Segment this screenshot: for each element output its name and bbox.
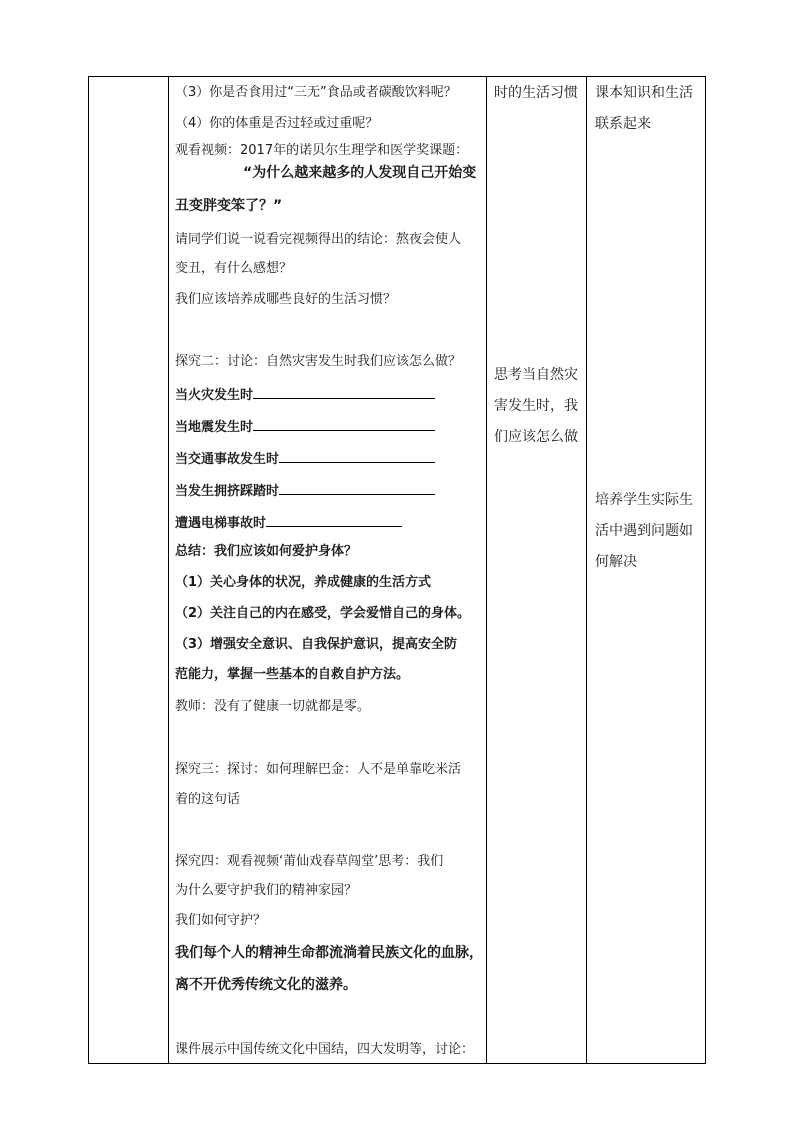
column-divider-3 <box>586 77 587 1063</box>
question-3: （3）你是否食用过“三无”食品或者碳酸饮料呢？ <box>175 85 457 100</box>
column-divider-2 <box>486 77 487 1063</box>
lesson-table <box>88 76 706 1064</box>
fill-blank-earthquake: 当地震发生时 <box>175 416 435 438</box>
habits-question: 我们应该培养成哪些良好的生活习惯？ <box>175 292 397 307</box>
design-intent-link <box>595 78 703 140</box>
fill-blank-stampede: 当发生拥挤踩踏时 <box>175 480 435 502</box>
design-intent-line: 活中遇到问题如 <box>595 523 693 539</box>
inquiry-3-cont: 着的这句话 <box>175 792 241 807</box>
teacher-remark: 教师：没有了健康一切就都是零。 <box>175 699 371 714</box>
student-activity-habits <box>494 78 586 109</box>
fill-blank-elevator: 遭遇电梯事故时 <box>175 512 402 534</box>
fill-blank-traffic: 当交通事故发生时 <box>175 448 435 470</box>
video-intro: 观看视频：2017年的诺贝尔生理学和医学奖课题： <box>175 143 469 158</box>
video-topic: “为什么越来越多的人发现自己开始变 <box>243 165 477 181</box>
summary-point-1: （1）关心身体的状况，养成健康的生活方式 <box>175 575 432 590</box>
courseware-display: 课件展示中国传统文化中国结，四大发明等，讨论： <box>175 1042 475 1057</box>
student-activity-line: 害发生时，我 <box>494 398 578 414</box>
student-activity-disaster <box>494 360 586 453</box>
inquiry-4-question: 我们如何守护？ <box>175 913 267 928</box>
design-intent-line: 联系起来 <box>595 116 651 132</box>
inquiry-4-cont: 为什么要守护我们的精神家园？ <box>175 883 358 898</box>
inquiry-2-heading: 探究二：讨论：自然灾害发生时我们应该怎么做？ <box>175 354 462 369</box>
fill-blank-fire: 当火灾发生时 <box>175 384 435 406</box>
inquiry-4-answer: 我们每个人的精神生命都流淌着民族文化的血脉， <box>175 945 483 961</box>
summary-point-3-cont: 范能力，掌握一些基本的自救自护方法。 <box>175 667 410 682</box>
teaching-content-cell <box>175 77 481 1063</box>
inquiry-3: 探究三：探讨：如何理解巴金：人不是单靠吃米活 <box>175 762 462 777</box>
design-intent-line: 课本知识和生活 <box>595 85 693 101</box>
discussion-prompt-cont: 变丑，有什么感想？ <box>175 261 293 276</box>
summary-heading: 总结：我们应该如何爱护身体？ <box>175 544 358 559</box>
design-intent-practice <box>595 485 703 578</box>
inquiry-4: 探究四：观看视频‘莆仙戏春草闯堂’思考：我们 <box>175 854 444 869</box>
video-topic-cont: 丑变胖变笨了？” <box>175 198 283 214</box>
student-activity-line: 时的生活习惯 <box>494 85 578 101</box>
inquiry-4-answer-cont: 离不开优秀传统文化的滋养。 <box>175 977 357 993</box>
summary-point-2: （2）关注自己的内在感受，学会爱惜自己的身体。 <box>175 606 471 621</box>
summary-point-3: （3）增强安全意识、自我保护意识，提高安全防 <box>175 637 458 652</box>
design-intent-line: 何解决 <box>595 554 637 570</box>
student-activity-line: 们应该怎么做 <box>494 429 578 445</box>
question-4: （4）你的体重是否过轻或过重呢？ <box>175 116 379 131</box>
column-divider-1 <box>168 77 169 1063</box>
discussion-prompt: 请同学们说一说看完视频得出的结论：熬夜会使人 <box>175 232 462 247</box>
design-intent-line: 培养学生实际生 <box>595 492 693 508</box>
student-activity-line: 思考当自然灾 <box>494 367 578 383</box>
